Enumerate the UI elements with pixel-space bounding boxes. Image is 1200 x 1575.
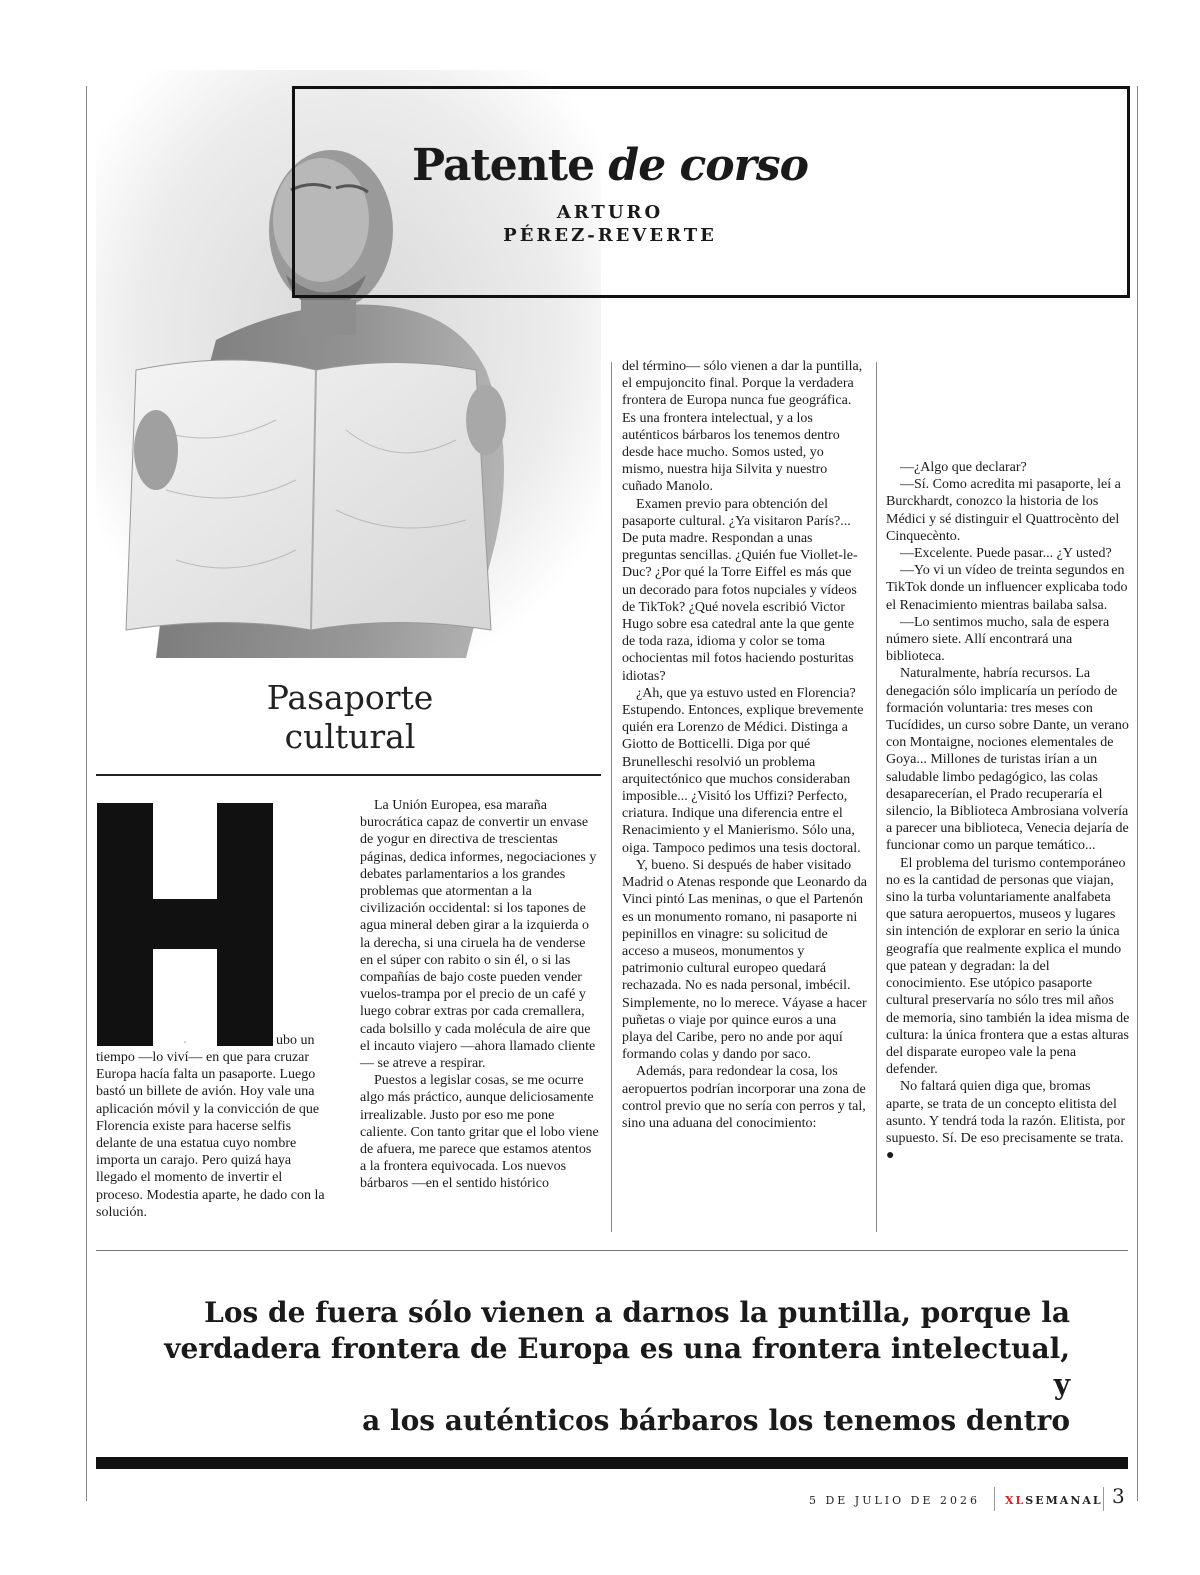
col4-paragraph-4: —Yo vi un vídeo de treinta segundos en TikTok donde un influencer explicaba todo el Renacimiento mientras bailaba salsa. — [886, 563, 1128, 613]
col4-paragraph-7: El problema del turismo contemporáneo no es la cantidad de personas que viajan, sino la turba voluntariamente analfabeta que satura aeropuertos, museos y lugares sin intención de explorar en serio la única geografía que realmente explica el mundo que patean y degradan: la del conocimiento. Ese utópico pasaporte cultural preservaría no sólo tres mil años de memoria, sino también la idea misma de cultura: la única frontera que a estas alturas del disparate europeo vale la pena defender. — [886, 855, 1130, 1078]
col3-paragraph-1: del término— sólo vienen a dar la puntilla, el empujoncito final. Porque la verdadera frontera de Europa nunca fue geográfica. Es una frontera intelectual, y a los auténticos bárbaros los tenemos dentro desde hace mucho. Somos usted, yo mismo, nuestra hija Silvita y nuestro cuñado Manolo. — [622, 359, 863, 495]
headline-line-2: cultural — [284, 717, 416, 756]
col1-first-fragment: ubo un — [276, 1033, 315, 1048]
magazine-title: SEMANAL — [1025, 1494, 1103, 1507]
col3-paragraph-3: ¿Ah, que ya estuvo usted en Florencia? Estupendo. Entonces, explique brevemente quién era Lorenzo de Médici. Distinga a Giotto de Botticelli. Diga por qué Brunelleschi resolvió un problema arquitectónico que muchos consideraban imposible... ¿Visitó los Uffizi? Perfecto, criatura. Indique una diferencia entre el Renacimiento y el Manierismo. Sólo una, oiga. Tampoco pedimos una tesis doctoral. — [622, 685, 864, 856]
pull-quote-line-2: verdadera frontera de Europa es una frontera intelectual, y — [164, 1332, 1070, 1401]
col4-paragraph-1: —¿Algo que declarar? — [900, 460, 1027, 475]
issue-date: 5 DE JULIO DE 2026 — [808, 1494, 980, 1507]
article-headline — [200, 678, 500, 756]
col4-paragraph-5: —Lo sentimos mucho, sala de espera número siete. Allí encontrará una biblioteca. — [886, 614, 1110, 665]
left-page-rule — [86, 86, 87, 1501]
page-number: 3 — [1112, 1484, 1125, 1508]
headline-line-1: Pasaporte — [266, 678, 434, 717]
column-divider-3 — [876, 362, 877, 1232]
body-column-4 — [886, 459, 1130, 1164]
drop-cap — [97, 803, 273, 1046]
col2-paragraph-2: Puestos a legislar cosas, se me ocurre algo más práctico, aunque deliciosamente irrealizable. Justo por eso me pone caliente. Con tanto gritar que el lobo viene de afuera, me parece que estamos atentos a la frontera equivocada. Los nuevos bárbaros —en el sentido histórico — [360, 1073, 599, 1192]
footer-thick-bar — [96, 1457, 1128, 1469]
body-column-2 — [360, 797, 600, 1193]
author-name — [300, 201, 920, 247]
footer-separator-2 — [1103, 1487, 1104, 1511]
series-title-frame — [292, 86, 1130, 298]
pull-quote-line-3: a los auténticos bárbaros los tenemos dentro — [362, 1404, 1070, 1437]
col1-paragraph-1: tiempo —lo viví— en que para cruzar Europa hacía falta un pasaporte. Luego bastó un billete de avión. Hoy vale una aplicación móvil y la convicción de que Florencia existe para hacerse selfis delante de una estatua cuyo nombre importa un carajo. Pero quizá haya llegado el momento de invertir el proceso. Modestia aparte, he dado con la solución. — [96, 1050, 325, 1220]
col2-paragraph-1: La Unión Europea, esa maraña burocrática capaz de convertir un envase de yogur en directiva de trescientas páginas, dedica informes, negociaciones y debates parlamentarios a los grandes problemas que atormentan a la civilización occidental: si los tapones de agua mineral deben girar a la izquierda o la derecha, si una ciruela ha de venderse en el súper con rabito o sin él, o si las compañías de bajo coste pueden vender vuelos-trampa por el precio de un café y luego cobrar extras por cada cremallera, cada bolsillo y cada molécula de aire que el incauto viajero —ahora llamado cliente— se atreve a respirar. — [360, 798, 597, 1072]
col4-paragraph-6: Naturalmente, habría recursos. La denegación sólo implicaría un período de formación voluntaria: tres meses con Tucídides, un curso sobre Dante, un verano con Montaigne, nociones elementales de Goya... Millones de turistas irían a un saludable limbo pedagógico, las colas desaparecerían, el Prado recuperaría el silencio, la Biblioteca Ambrosiana volvería a parecer una biblioteca, Venecia dejaría de funcionar como un parque temático... — [886, 666, 1129, 854]
series-title-italic: de corso — [608, 140, 808, 191]
body-column-3 — [622, 358, 868, 1132]
col3-paragraph-2: Examen previo para obtención del pasaporte cultural. ¿Ya visitaron París?... De puta madre. Respondan a unas preguntas sencillas. ¿Quién fue Viollet-le-Duc? ¿Por qué la Torre Eiffel es más que un decorado para fotos nupciales y vídeos de TikTok? ¿Qué novela escribió Victor Hugo sobre esa catedral ante la que gente de toda raza, idioma y color se toma ochocientas mil fotos haciendo posturitas idiotas? — [622, 496, 858, 684]
magazine-name — [1005, 1494, 1103, 1507]
column-divider-2 — [611, 362, 612, 1232]
drop-cap-letter: H — [184, 1042, 186, 1044]
col4-paragraph-2: —Sí. Como acredita mi pasaporte, leí a Burckhardt, conozco la historia de los Médici y sé distinguir el Quattrocènto del Cinquecènto. — [886, 477, 1121, 544]
headline-rule — [96, 774, 601, 776]
col3-paragraph-5: Además, para redondear la cosa, los aeropuertos podrían incorporar una zona de control previo que no sería con perros y tal, sino una aduana del conocimiento: — [622, 1064, 866, 1131]
body-bottom-rule — [96, 1250, 1128, 1251]
footer-separator-1 — [994, 1487, 995, 1511]
col4-paragraph-8: No faltará quien diga que, bromas aparte, se trata de un concepto elitista del asunto. Y tendrá toda la razón. Elitista, por supuesto. Sí. De eso precisamente se trata. ● — [886, 1079, 1126, 1164]
magazine-prefix: XL — [1005, 1494, 1026, 1507]
pull-quote — [150, 1295, 1070, 1439]
pull-quote-line-1: Los de fuera sólo vienen a darnos la puntilla, porque la — [204, 1296, 1070, 1329]
body-column-1 — [96, 1049, 328, 1221]
col4-paragraph-3: —Excelente. Puede pasar... ¿Y usted? — [900, 546, 1112, 562]
right-page-rule — [1137, 86, 1138, 1501]
author-first-name: ARTURO — [556, 202, 664, 223]
author-last-name: PÉREZ-REVERTE — [503, 225, 717, 246]
series-title — [300, 140, 920, 191]
col3-paragraph-4: Y, bueno. Si después de haber visitado Madrid o Atenas responde que Leonardo da Vinci pintó Las meninas, o que el Partenón es un monumento romano, ni pasaporte ni pepinillos en vinagre: su solicitud de acceso a museos, monumentos y patrimonio cultural europeo quedará rechazada. No es nada personal, imbécil. Simplemente, no lo merece. Váyase a hacer puñetas o viaje por quince euros a una playa del Caribe, pero no ande por aquí formando colas y dando por saco. — [622, 857, 867, 1063]
series-title-roman: Patente — [412, 140, 595, 191]
